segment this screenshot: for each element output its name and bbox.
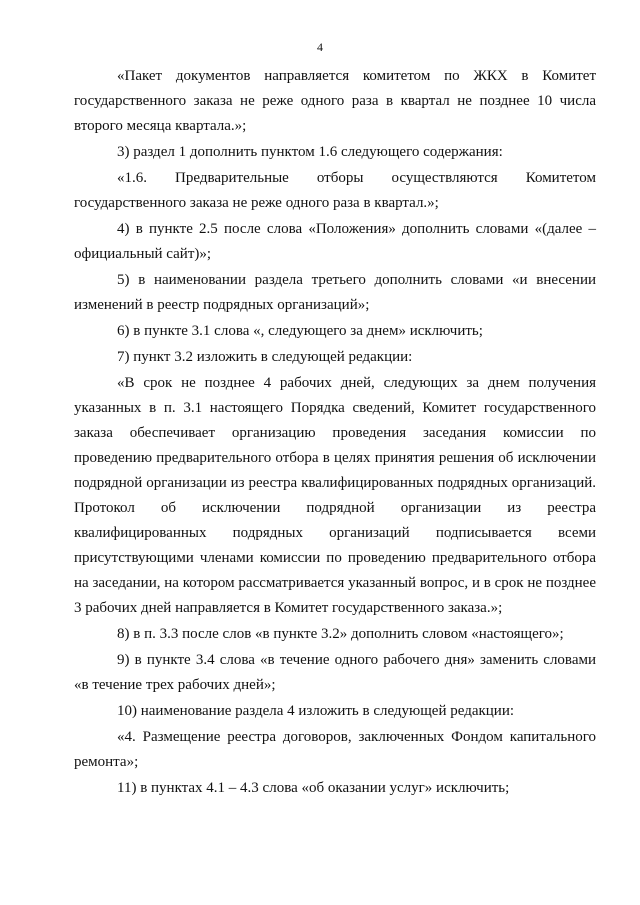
paragraph: 3) раздел 1 дополнить пунктом 1.6 следующего содержания: [117, 144, 503, 160]
paragraph: 11) в пунктах 4.1 – 4.3 слова «об оказании услуг» исключить; [117, 780, 510, 796]
paragraph: 8) в п. 3.3 после слов «в пункте 3.2» дополнить словом «настоящего»; [117, 626, 564, 642]
paragraph: «1.6. Предварительные отборы осуществляются Комитетом государственного заказа не реже одного раза в квартал.»; [74, 170, 596, 211]
paragraph: 10) наименование раздела 4 изложить в следующей редакции: [117, 703, 515, 719]
paragraph: 6) в пункте 3.1 слова «, следующего за днем» исключить; [117, 323, 483, 339]
paragraph: 5) в наименовании раздела третьего дополнить словами «и внесении изменений в реестр подрядных организаций»; [74, 272, 596, 313]
paragraph: 7) пункт 3.2 изложить в следующей редакции: [117, 349, 413, 365]
document-body [74, 64, 596, 802]
paragraph: 9) в пункте 3.4 слова «в течение одного рабочего дня» заменить словами «в течение трех рабочих дней»; [74, 652, 596, 693]
page-number: 4 [317, 40, 323, 54]
paragraph: «Пакет документов направляется комитетом по ЖКХ в Комитет государственного заказа не реже одного раза в квартал не позднее 10 числа второго месяца квартала.»; [74, 68, 596, 134]
paragraph: 4) в пункте 2.5 после слова «Положения» дополнить словами «(далее – официальный сайт)»; [74, 221, 596, 262]
paragraph: «4. Размещение реестра договоров, заключенных Фондом капитального ремонта»; [74, 729, 596, 770]
paragraph: «В срок не позднее 4 рабочих дней, следующих за днем получения указанных в п. 3.1 настоящего Порядка сведений, Комитет государственного заказа обеспечивает организацию проведения заседания комиссии по проведению предварительного отбора в целях принятия решения об исключении подрядной организации из реестра квалифицированных подрядных организаций. Протокол об исключении подрядной организации из реестра квалифицированных подрядных организаций подписывается всеми присутствующими членами комиссии по проведению предварительного отбора на заседании, на котором рассматривается указанный вопрос, и в срок не позднее 3 рабочих дней направляется в Комитет государственного заказа.»; [74, 375, 596, 616]
